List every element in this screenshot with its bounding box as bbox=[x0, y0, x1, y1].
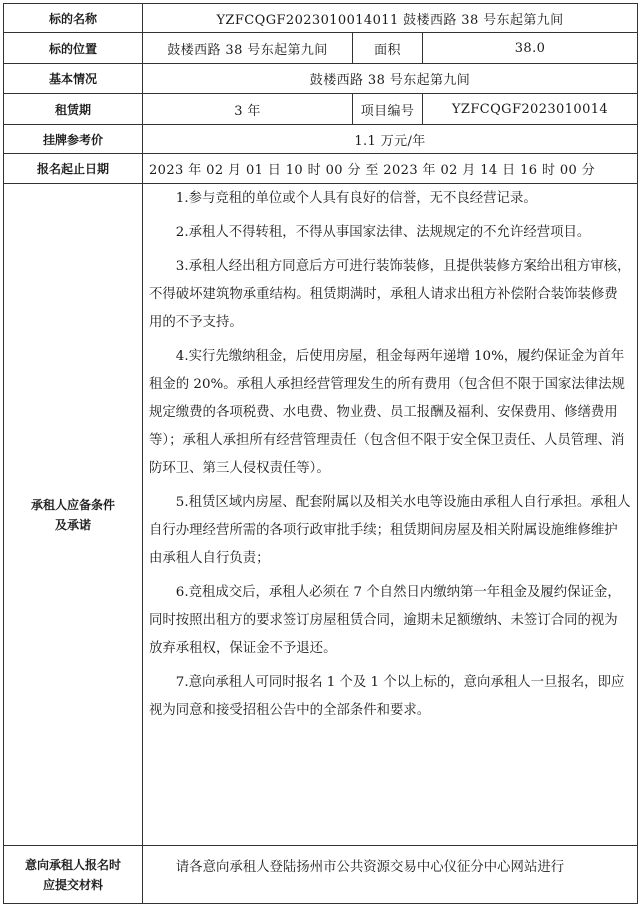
listing-table bbox=[3, 3, 638, 904]
row-dates bbox=[4, 154, 638, 184]
row-term bbox=[4, 94, 638, 125]
price-value: 1.1 万元/年 bbox=[143, 125, 638, 154]
term-value: 3 年 bbox=[143, 94, 353, 125]
materials-value: 请各意向承租人登陆扬州市公共资源交易中心仪征分中心网站进行 bbox=[143, 846, 638, 904]
name-label: 标的名称 bbox=[4, 4, 143, 33]
condition-item-7: 7.意向承租人可同时报名 1 个及 1 个以上标的，意向承租人一旦报名，即应视为同意和接受招租公告中的全部条件和要求。 bbox=[149, 675, 625, 718]
price-label: 挂牌参考价 bbox=[4, 125, 143, 154]
row-materials bbox=[4, 846, 638, 904]
row-basic bbox=[4, 64, 638, 94]
row-conditions bbox=[4, 184, 638, 846]
basic-value: 鼓楼西路 38 号东起第九间 bbox=[143, 64, 638, 94]
materials-label-line2: 应提交材料 bbox=[42, 877, 103, 892]
row-price bbox=[4, 125, 638, 154]
materials-label bbox=[4, 846, 143, 904]
conditions-label-line1: 承租人应备条件 bbox=[30, 497, 115, 512]
condition-item-4: 4.实行先缴纳租金，后使用房屋，租金每两年递增 10%，履约保证金为首年租金的 20%。承租人承担经营管理发生的所有费用（包含但不限于国家法律法规规定缴费的各项税费、水电费、物业费、员工报酬及福利、安保费用、修缮费用等）；承租人承担所有经营管理责任（包含但不限于安全保卫责任、人员管理、消防环卫、第三人侵权责任等）。 bbox=[149, 349, 625, 476]
row-name bbox=[4, 4, 638, 33]
conditions-label bbox=[4, 184, 143, 846]
condition-item-3: 3.承租人经出租方同意后方可进行装饰装修，且提供装修方案给出租方审核，不得破坏建筑物承重结构。租赁期满时，承租人请求出租方补偿附合装饰装修费用的不予支持。 bbox=[149, 259, 631, 330]
area-value: 38.0 bbox=[423, 33, 638, 64]
dates-label: 报名起止日期 bbox=[4, 154, 143, 184]
location-value: 鼓楼西路 38 号东起第九间 bbox=[143, 33, 353, 64]
area-label: 面积 bbox=[353, 33, 423, 64]
conditions-list bbox=[143, 184, 638, 846]
condition-item-2: 2.承租人不得转租，不得从事国家法律、法规规定的不允许经营项目。 bbox=[175, 225, 591, 240]
project-value: YZFCQGF2023010014 bbox=[423, 94, 638, 125]
name-value: YZFCQGF2023010014011 鼓楼西路 38 号东起第九间 bbox=[143, 4, 638, 33]
dates-value: 2023 年 02 月 01 日 10 时 00 分 至 2023 年 02 月 14 日 16 时 00 分 bbox=[143, 154, 638, 184]
project-label: 项目编号 bbox=[353, 94, 423, 125]
basic-label: 基本情况 bbox=[4, 64, 143, 94]
location-label: 标的位置 bbox=[4, 33, 143, 64]
materials-label-line1: 意向承租人报名时 bbox=[24, 857, 121, 872]
condition-item-6: 6.竞租成交后，承租人必须在 7 个自然日内缴纳第一年租金及履约保证金，同时按照出租方的要求签订房屋租赁合同，逾期未足额缴纳、未签订合同的视为放弃承租权，保证金不予退还。 bbox=[149, 585, 621, 656]
conditions-label-line2: 及承诺 bbox=[54, 517, 91, 532]
condition-item-1: 1.参与竞租的单位或个人具有良好的信誉，无不良经营记录。 bbox=[175, 191, 537, 206]
condition-item-5: 5.租赁区域内房屋、配套附属以及相关水电等设施由承租人自行承担。承租人自行办理经营所需的各项行政审批手续；租赁期间房屋及相关附属设施维修维护由承租人自行负责； bbox=[149, 495, 631, 566]
row-location bbox=[4, 33, 638, 64]
term-label: 租赁期 bbox=[4, 94, 143, 125]
